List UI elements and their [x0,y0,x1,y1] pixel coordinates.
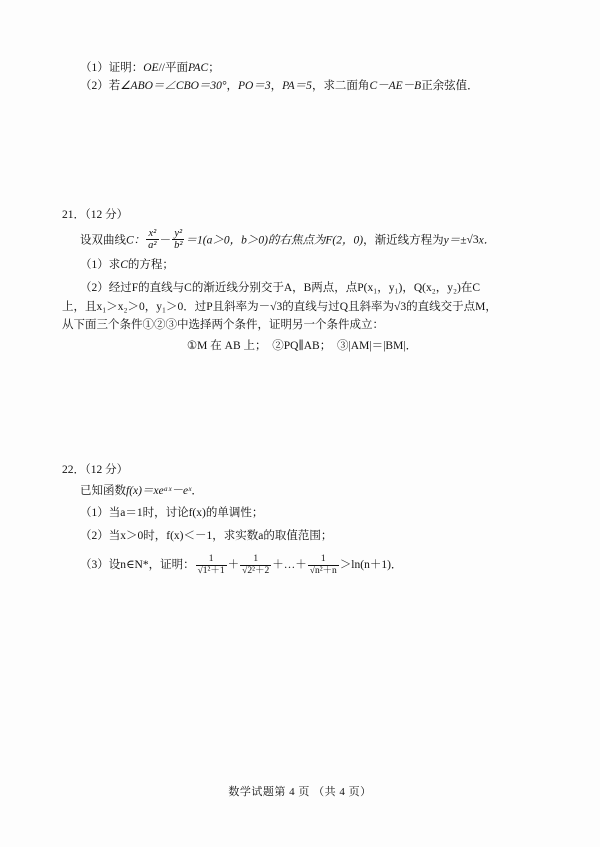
q22-sub2 [62,528,542,546]
q22-sub3 [62,554,542,576]
q20-part1-end: ； [208,62,220,74]
q22-heading [62,461,542,477]
q20-angles: ∠ABO＝∠CBO＝30° [120,79,227,92]
q20-po: PO＝3 [238,79,271,92]
q22-plus-2: ＋…＋ [272,559,307,572]
q22-sub1-text: （1）当a＝1时，讨论f(x)的单调性； [80,507,264,520]
q21-sqrt3-b-body: 3 [276,300,283,313]
q21-stem-3: ，渐近线方程为 [363,234,444,247]
q21-frac2-num: y² [174,227,183,239]
q21-sqrt3-body: 3 [472,234,479,247]
q21-sqrt3-c-body: 3 [400,300,407,313]
q21-sub2-line1 [62,279,542,298]
q22-plus-1: ＋ [227,559,240,572]
q22-frac2-den: √ 2²＋2 [242,565,270,576]
q21-sub2-line2-a: 上，且x₁＞x₂＞0，y₁＞0．过P且斜率为－ [62,300,271,313]
q20-comma-1: ， [226,79,239,92]
q22-sub1 [62,505,542,523]
q22-frac2-num: 1 [253,554,259,565]
q22-frac1-den: √ 1²＋1 [197,565,225,576]
q21-sub2-line2-b: 的直线与过Q且斜率为 [282,300,395,313]
q21-minus: － [159,234,172,247]
q21-number: 21． [62,208,85,221]
q21-sub2-line2-c: 的直线交于点M， [406,300,497,313]
q21-frac-x2a2 [146,228,158,253]
q22-stem-text: 已知函数 [80,484,126,497]
q21-sub2-line2 [62,298,542,317]
q22-sub3-tail: ＞ln(n＋1)． [339,559,403,572]
q21-sub1 [62,257,542,275]
q22-frac1-num: 1 [208,554,214,565]
q20-parallel: //平面 [158,62,188,74]
q20-part2-tail: 求二面角 [323,79,370,92]
q22-marks: （12 分） [85,463,129,476]
q22-stem-end: ． [191,484,203,497]
q21-sub2-line1-text: （2）经过F的直线与C的渐近线分别交于A，B两点，点P(x₁，y₁)，Q(x₂，y₂)在C [80,281,481,294]
question-20-block [62,0,542,96]
q22-frac3-den-rad: n²＋n [314,565,337,576]
q21-sqrt3-c: √ 3 [394,298,406,317]
gap-extra [62,431,542,461]
q20-comma-3: ， [311,79,324,92]
q20-pac: PAC [187,62,209,74]
q22-stem [62,483,542,501]
page-footer [0,783,600,799]
q22-frac1-den-rad: 1²＋1 [202,565,225,576]
q22-function: f(x)＝xeᵃˣ－eˣ [126,484,192,497]
q20-dihedral: C－AE－B [369,79,422,92]
q22-sub3-lead: （3）设n∈N*，证明： [80,559,195,572]
q22-frac-1 [196,554,227,576]
q21-curve-c: C： [126,234,146,247]
q21-frac1-num: x² [148,227,157,239]
q20-part1-label: （1）证明： [80,62,144,74]
q22-frac-2 [240,554,271,576]
q20-part1 [62,60,542,78]
q21-frac-y2b2 [172,228,184,253]
q21-frac2-den: b² [174,240,183,252]
q21-sqrt3: √ 3 [467,231,479,250]
q20-part2-lead: （2）若 [80,79,121,92]
q21-heading [62,206,542,222]
q21-stem-1: 设双曲线 [80,234,126,247]
q20-comma-2: ， [270,79,283,92]
q21-stem-2: ＝1(a＞0，b＞0)的右焦点为 [185,234,326,247]
q22-frac3-num: 1 [320,554,326,565]
q22-frac2-den-rad: 2²＋2 [247,565,270,576]
question-21-block [62,206,542,356]
q20-oe: OE [143,62,159,74]
q22-sub2-text: （2）当x＞0时，f(x)＜－1，求实数a的取值范围； [80,530,333,543]
question-22-block [62,461,542,577]
q21-asymptote: y＝± [443,234,467,247]
q20-part2 [62,78,542,96]
q20-pa: PA＝5 [282,79,312,92]
q22-frac3-den: √ n²＋n [309,565,337,576]
q21-marks: （12 分） [85,208,129,221]
q21-conditions-text: ①M 在 AB 上； ②PQ∥AB； ③|AM|＝|BM|． [186,339,418,352]
page-footer-text: 数学试题第 4 页 （共 4 页） [228,786,372,798]
q21-sub2-line3 [62,316,542,335]
q21-stem [62,228,542,253]
q21-sub1-c: C [120,259,128,272]
q21-asymptote-tail: x． [478,234,496,247]
q21-sub1-tail: 的方程； [127,259,174,272]
q22-frac-3 [308,554,339,576]
gap-after-q21 [62,356,542,431]
q21-conditions [62,338,542,356]
q21-frac1-den: a² [148,240,157,252]
q20-part2-end: 正余弦值． [421,79,479,92]
page-content [62,0,542,576]
q21-sub2-line3-text: 从下面三个条件①②③中选择两个条件，证明另一个条件成立： [62,319,384,332]
q21-sub1-text: （1）求 [80,259,121,272]
q21-sqrt3-b: √ 3 [270,298,282,317]
gap-after-q20 [62,96,542,206]
q21-focus: F(2，0) [325,234,364,247]
q22-number: 22． [62,463,85,476]
